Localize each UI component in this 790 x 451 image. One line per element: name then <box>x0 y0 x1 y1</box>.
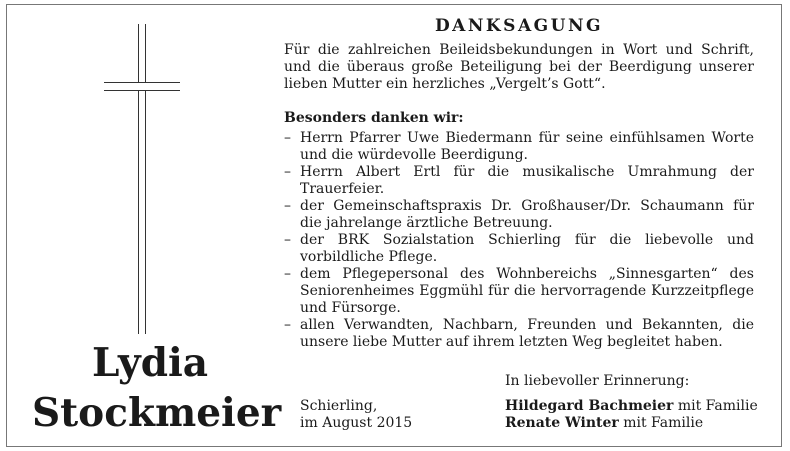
place-date <box>300 398 480 432</box>
list-item: – Herrn Pfarrer Uwe Biedermann für seine einfühlsamen Worte und die würdevolle Beerdigung. <box>284 130 754 163</box>
list-item: – der Gemeinschaftspraxis Dr. Großhauser/Dr. Schaumann für die jahrelange ärztliche Betreuung. <box>284 198 754 231</box>
list-item: – dem Pflegepersonal des Wohnbereichs „Sinnesgarten“ des Seniorenheimes Eggmühl für die hervorragende Kurzzeitpflege und Fürsorge. <box>284 266 754 316</box>
signers <box>505 398 765 432</box>
signer <box>505 415 765 432</box>
thanks-heading: Besonders danken wir: <box>284 110 464 126</box>
signer-suffix: mit Familie <box>677 398 758 414</box>
deceased-first-name: Lydia <box>92 340 209 386</box>
list-item: – Herrn Albert Ertl für die musikalische Umrahmung der Trauerfeier. <box>284 164 754 197</box>
list-item: – allen Verwandten, Nachbarn, Freunden und Bekannten, die unsere liebe Mutter auf ihrem letzten Weg begleitet haben. <box>284 317 754 350</box>
signer-suffix: mit Familie <box>623 415 704 431</box>
notice-title: DANKSAGUNG <box>434 16 604 36</box>
list-item: – der BRK Sozialstation Schierling für die liebevolle und vorbildliche Pflege. <box>284 232 754 265</box>
signer-name: Renate Winter <box>505 415 619 431</box>
place: Schierling, <box>300 398 378 414</box>
date: im August 2015 <box>300 415 413 431</box>
deceased-last-name: Stockmeier <box>32 390 282 436</box>
memory-line: In liebevoller Erinnerung: <box>505 373 690 389</box>
signer <box>505 398 765 415</box>
intro-paragraph: Für die zahlreichen Beileidsbekundungen in Wort und Schrift, und die überaus große Beteiligung bei der Beerdigung unserer lieben Mutter ein herzliches „Vergelt’s Gott“. <box>284 42 754 92</box>
thanks-list <box>284 130 754 351</box>
signer-name: Hildegard Bachmeier <box>505 398 674 414</box>
